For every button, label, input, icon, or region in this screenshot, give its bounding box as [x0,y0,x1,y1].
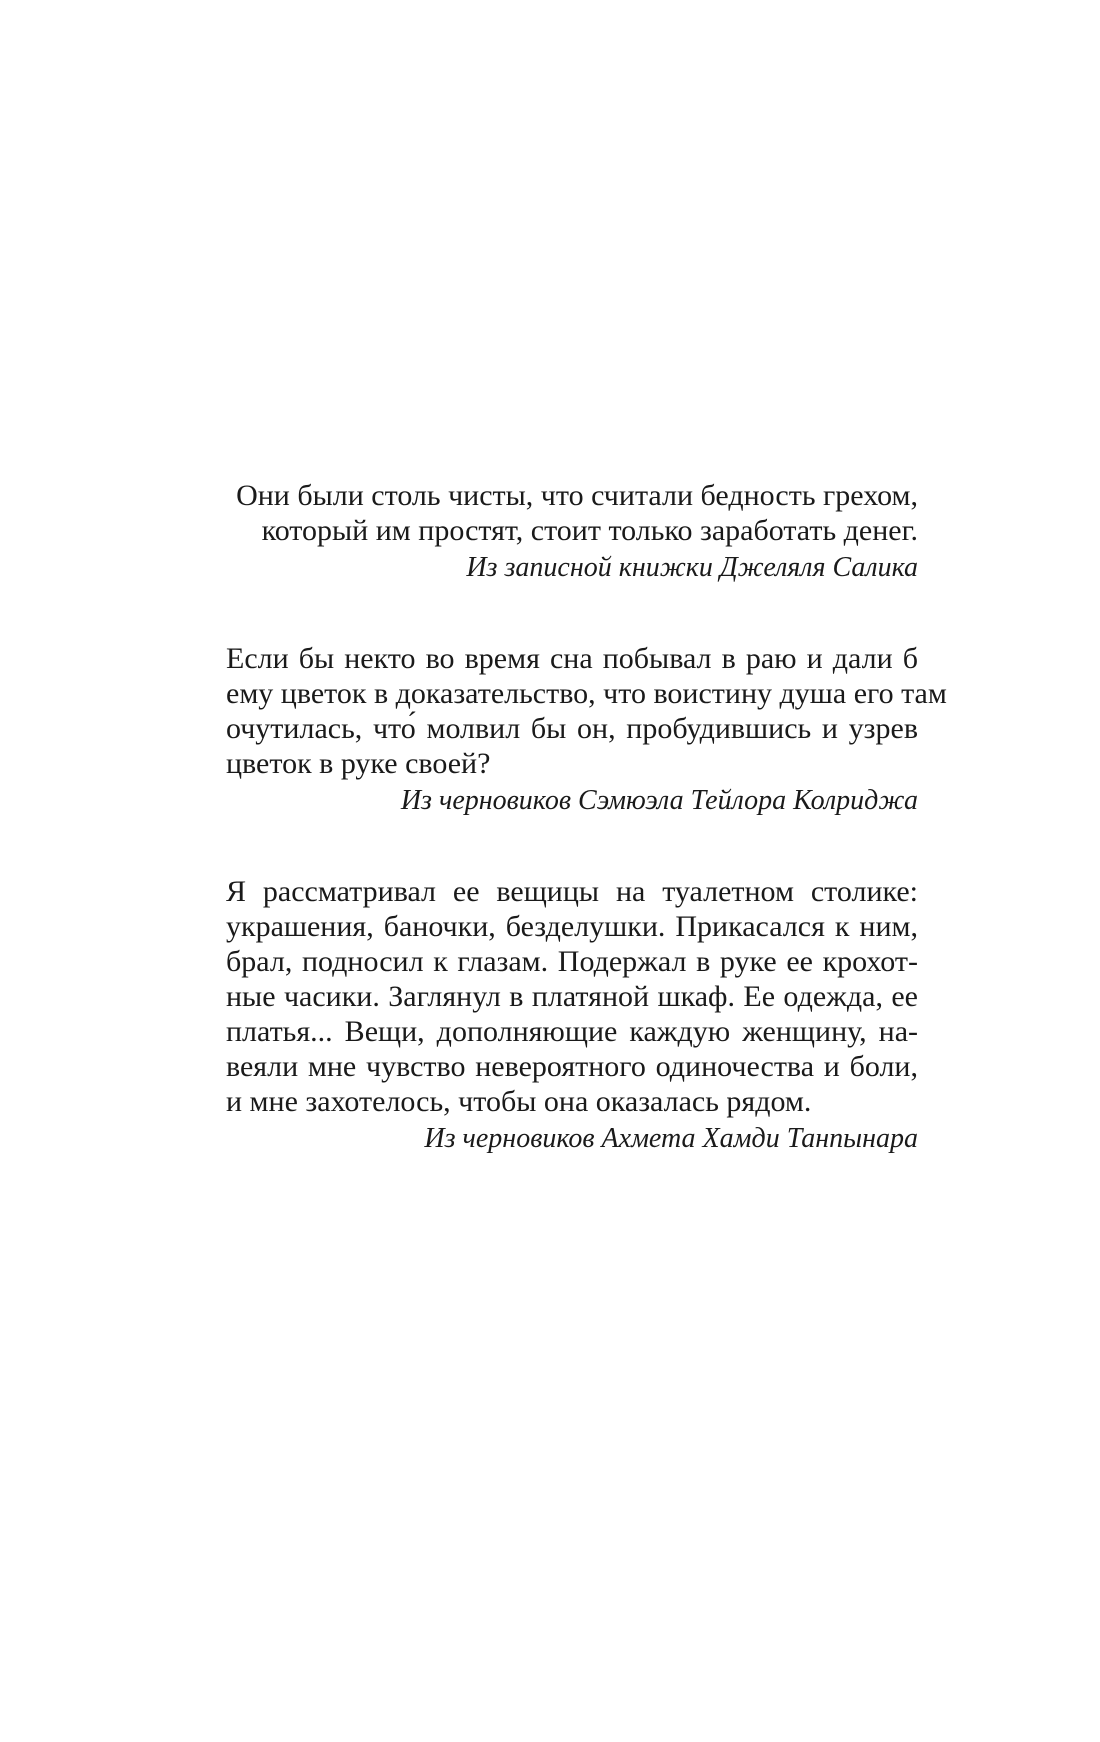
epigraph-2 [226,641,947,818]
epigraph-3-line-5: платья... Вещи, дополняющие каждую женщину, на- [226,1015,918,1048]
epigraph-1-line-1: Они были столь чисты, что считали бедность грехом, [236,479,918,512]
epigraph-3 [226,874,918,1156]
epigraph-2-line-1: Если бы некто во время сна побывал в раю и дали б [226,642,918,675]
epigraph-2-line-3: очутилась, что́ молвил бы он, пробудившись и узрев [226,712,918,745]
epigraph-2-attribution: Из черновиков Сэмюэла Тейлора Колриджа [400,785,918,816]
epigraph-3-line-7: и мне захотелось, чтобы она оказалась рядом. [226,1085,812,1118]
epigraph-3-line-1: Я рассматривал ее вещицы на туалетном столике: [226,875,918,908]
epigraph-3-line-2: украшения, баночки, безделушки. Прикасался к ним, [226,910,918,943]
epigraph-3-attribution: Из черновиков Ахмета Хамди Танпынара [424,1123,918,1154]
epigraph-2-line-4: цветок в руке своей? [226,747,491,780]
epigraphs-block [226,478,947,1156]
epigraph-1-attribution: Из записной книжки Джеляля Салика [466,552,918,583]
epigraph-1-line-2: который им простят, стоит только заработать денег. [261,514,918,547]
epigraph-3-line-3: брал, подносил к глазам. Подержал в руке ее крохот- [226,945,918,978]
epigraph-3-line-4: ные часики. Заглянул в платяной шкаф. Ее одежда, ее [226,980,918,1013]
epigraph-3-line-6: веяли мне чувство невероятного одиночества и боли, [226,1050,918,1083]
epigraph-1 [226,478,918,585]
epigraph-2-line-2: ему цветок в доказательство, что воистину душа его там [226,677,947,710]
